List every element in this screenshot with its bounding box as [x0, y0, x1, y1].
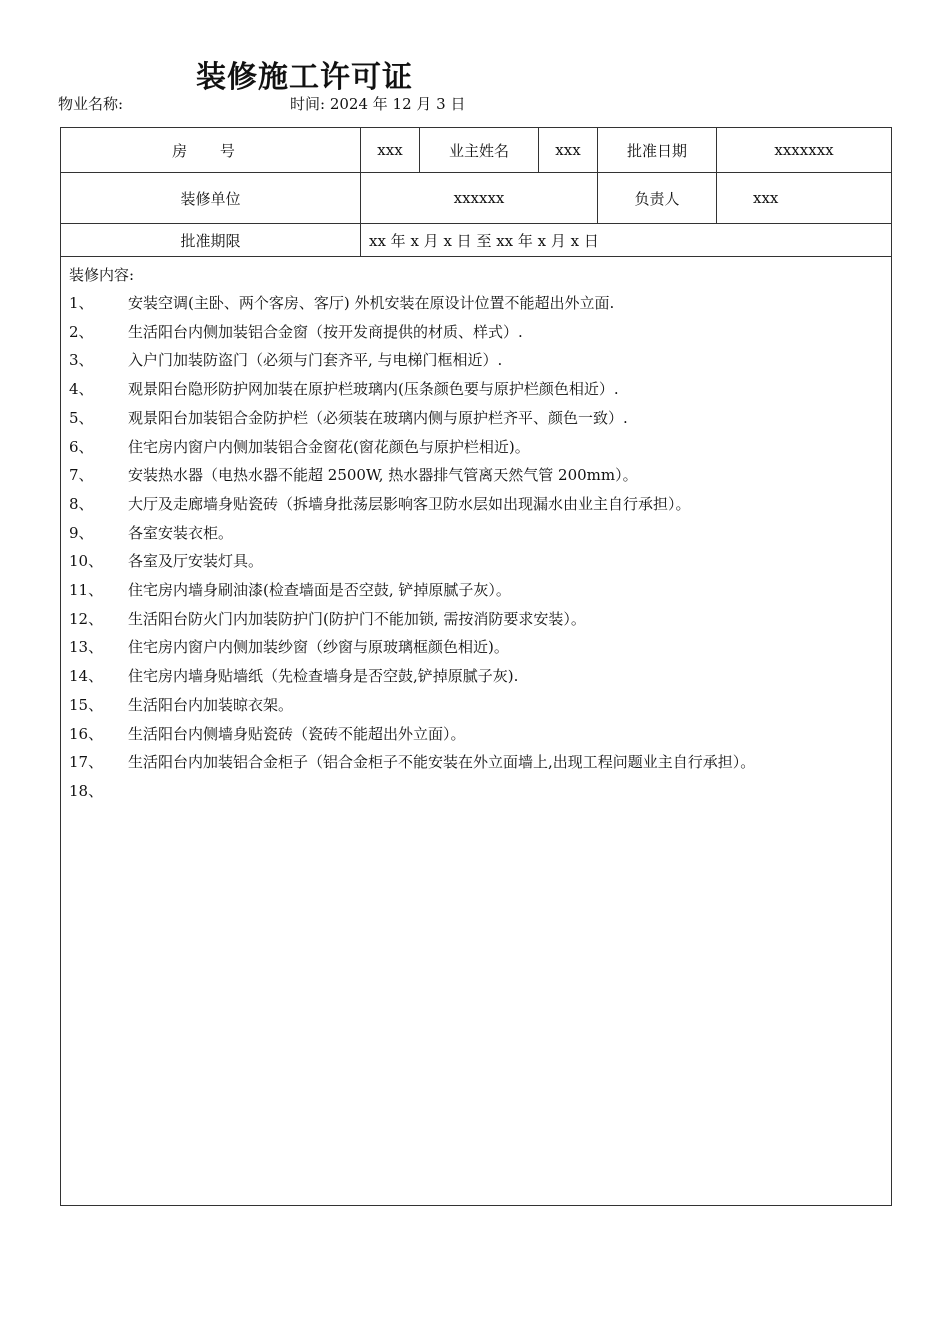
owner-name-value: xxx — [539, 128, 598, 173]
item-number: 8、 — [69, 494, 94, 513]
item-number: 16、 — [69, 724, 104, 743]
item-number: 10、 — [69, 552, 104, 571]
table-row — [61, 173, 892, 224]
item-text: 生活阳台内侧墙身贴瓷砖（瓷砖不能超出外立面）。 — [128, 724, 466, 743]
item-number: 3、 — [69, 351, 94, 370]
item-text: 各室及厅安装灯具。 — [128, 552, 264, 571]
issue-date: 时间: 2024 年 12 月 3 日 — [290, 95, 466, 113]
item-number: 14、 — [69, 667, 104, 686]
item-text: 安装空调(主卧、两个客房、客厅) 外机安装在原设计位置不能超出外立面. — [128, 294, 615, 312]
item-text: 各室安装衣柜。 — [128, 523, 234, 542]
item-text: 住宅房内窗户内侧加装纱窗（纱窗与原玻璃框颜色相近)。 — [128, 638, 509, 657]
table-row — [61, 224, 892, 257]
property-name-label: 物业名称: — [58, 95, 124, 113]
table-row — [61, 128, 892, 173]
item-text: 住宅房内墙身刷油漆(检查墙面是否空鼓, 铲掉原腻子灰）。 — [128, 581, 511, 600]
room-number-label: 房 号 — [61, 128, 361, 173]
responsible-person-value: xxx — [717, 173, 892, 224]
renovation-content — [61, 257, 892, 1206]
item-number: 4、 — [69, 380, 94, 399]
item-number: 7、 — [69, 466, 94, 485]
list-item — [69, 576, 883, 605]
room-number-value: xxx — [361, 128, 420, 173]
item-number: 12、 — [69, 609, 104, 628]
list-item — [69, 346, 883, 375]
item-number: 15、 — [69, 695, 104, 714]
list-item — [69, 547, 883, 576]
item-text: 生活阳台内加装晾衣架。 — [128, 695, 294, 714]
list-item — [69, 519, 883, 548]
approval-period-label: 批准期限 — [61, 224, 361, 257]
content-heading: 装修内容: — [69, 266, 135, 284]
item-text: 安装热水器（电热水器不能超 2500W, 热水器排气管离天然气管 200mm）。 — [128, 466, 638, 485]
list-item — [69, 662, 883, 691]
item-text: 入户门加装防盗门（必须与门套齐平, 与电梯门框相近）. — [128, 351, 503, 370]
item-number: 11、 — [69, 581, 104, 600]
item-number: 1、 — [69, 294, 94, 312]
item-number: 9、 — [69, 523, 94, 542]
list-item — [69, 605, 883, 634]
list-item — [69, 720, 883, 749]
permit-table — [60, 127, 892, 1206]
responsible-person-label: 负责人 — [598, 173, 717, 224]
list-item — [69, 490, 883, 519]
list-item — [69, 461, 883, 490]
company-label: 装修单位 — [61, 173, 361, 224]
item-text: 住宅房内墙身贴墙纸（先检查墙身是否空鼓,铲掉原腻子灰). — [128, 667, 519, 686]
item-text: 生活阳台内加装铝合金柜子（铝合金柜子不能安装在外立面墙上,出现工程问题业主自行承担）。 — [128, 753, 756, 772]
list-item — [69, 748, 883, 777]
item-number: 18、 — [69, 781, 104, 800]
document-title: 装修施工许可证 — [196, 60, 413, 95]
list-item — [69, 433, 883, 462]
item-number: 6、 — [69, 437, 94, 456]
item-number: 13、 — [69, 638, 104, 657]
table-row — [61, 257, 892, 1206]
item-number: 5、 — [69, 408, 94, 427]
list-item — [69, 318, 883, 347]
item-text: 大厅及走廊墙身贴瓷砖（拆墙身批荡层影响客卫防水层如出现漏水由业主自行承担）。 — [128, 494, 691, 513]
list-item — [69, 633, 883, 662]
company-value: xxxxxx — [361, 173, 598, 224]
item-number: 17、 — [69, 753, 104, 772]
list-item — [69, 375, 883, 404]
approval-date-value: xxxxxxx — [717, 128, 892, 173]
item-text: 住宅房内窗户内侧加装铝合金窗花(窗花颜色与原护栏相近)。 — [128, 437, 530, 456]
list-item — [69, 289, 883, 318]
item-text: 观景阳台隐形防护网加装在原护栏玻璃内(压条颜色要与原护栏颜色相近）. — [128, 380, 619, 399]
renovation-items-list — [69, 289, 883, 800]
item-text: 生活阳台防火门内加装防护门(防护门不能加锁, 需按消防要求安装）。 — [128, 609, 586, 628]
item-number: 2、 — [69, 322, 94, 341]
item-text: 生活阳台内侧加装铝合金窗（按开发商提供的材质、样式）. — [128, 322, 523, 341]
item-text: 观景阳台加装铝合金防护栏（必须装在玻璃内侧与原护栏齐平、颜色一致）. — [128, 408, 628, 427]
approval-period-value: xx 年 x 月 x 日 至 xx 年 x 月 x 日 — [361, 224, 892, 257]
owner-name-label: 业主姓名 — [420, 128, 539, 173]
list-item — [69, 691, 883, 720]
list-item — [69, 404, 883, 433]
approval-date-label: 批准日期 — [598, 128, 717, 173]
